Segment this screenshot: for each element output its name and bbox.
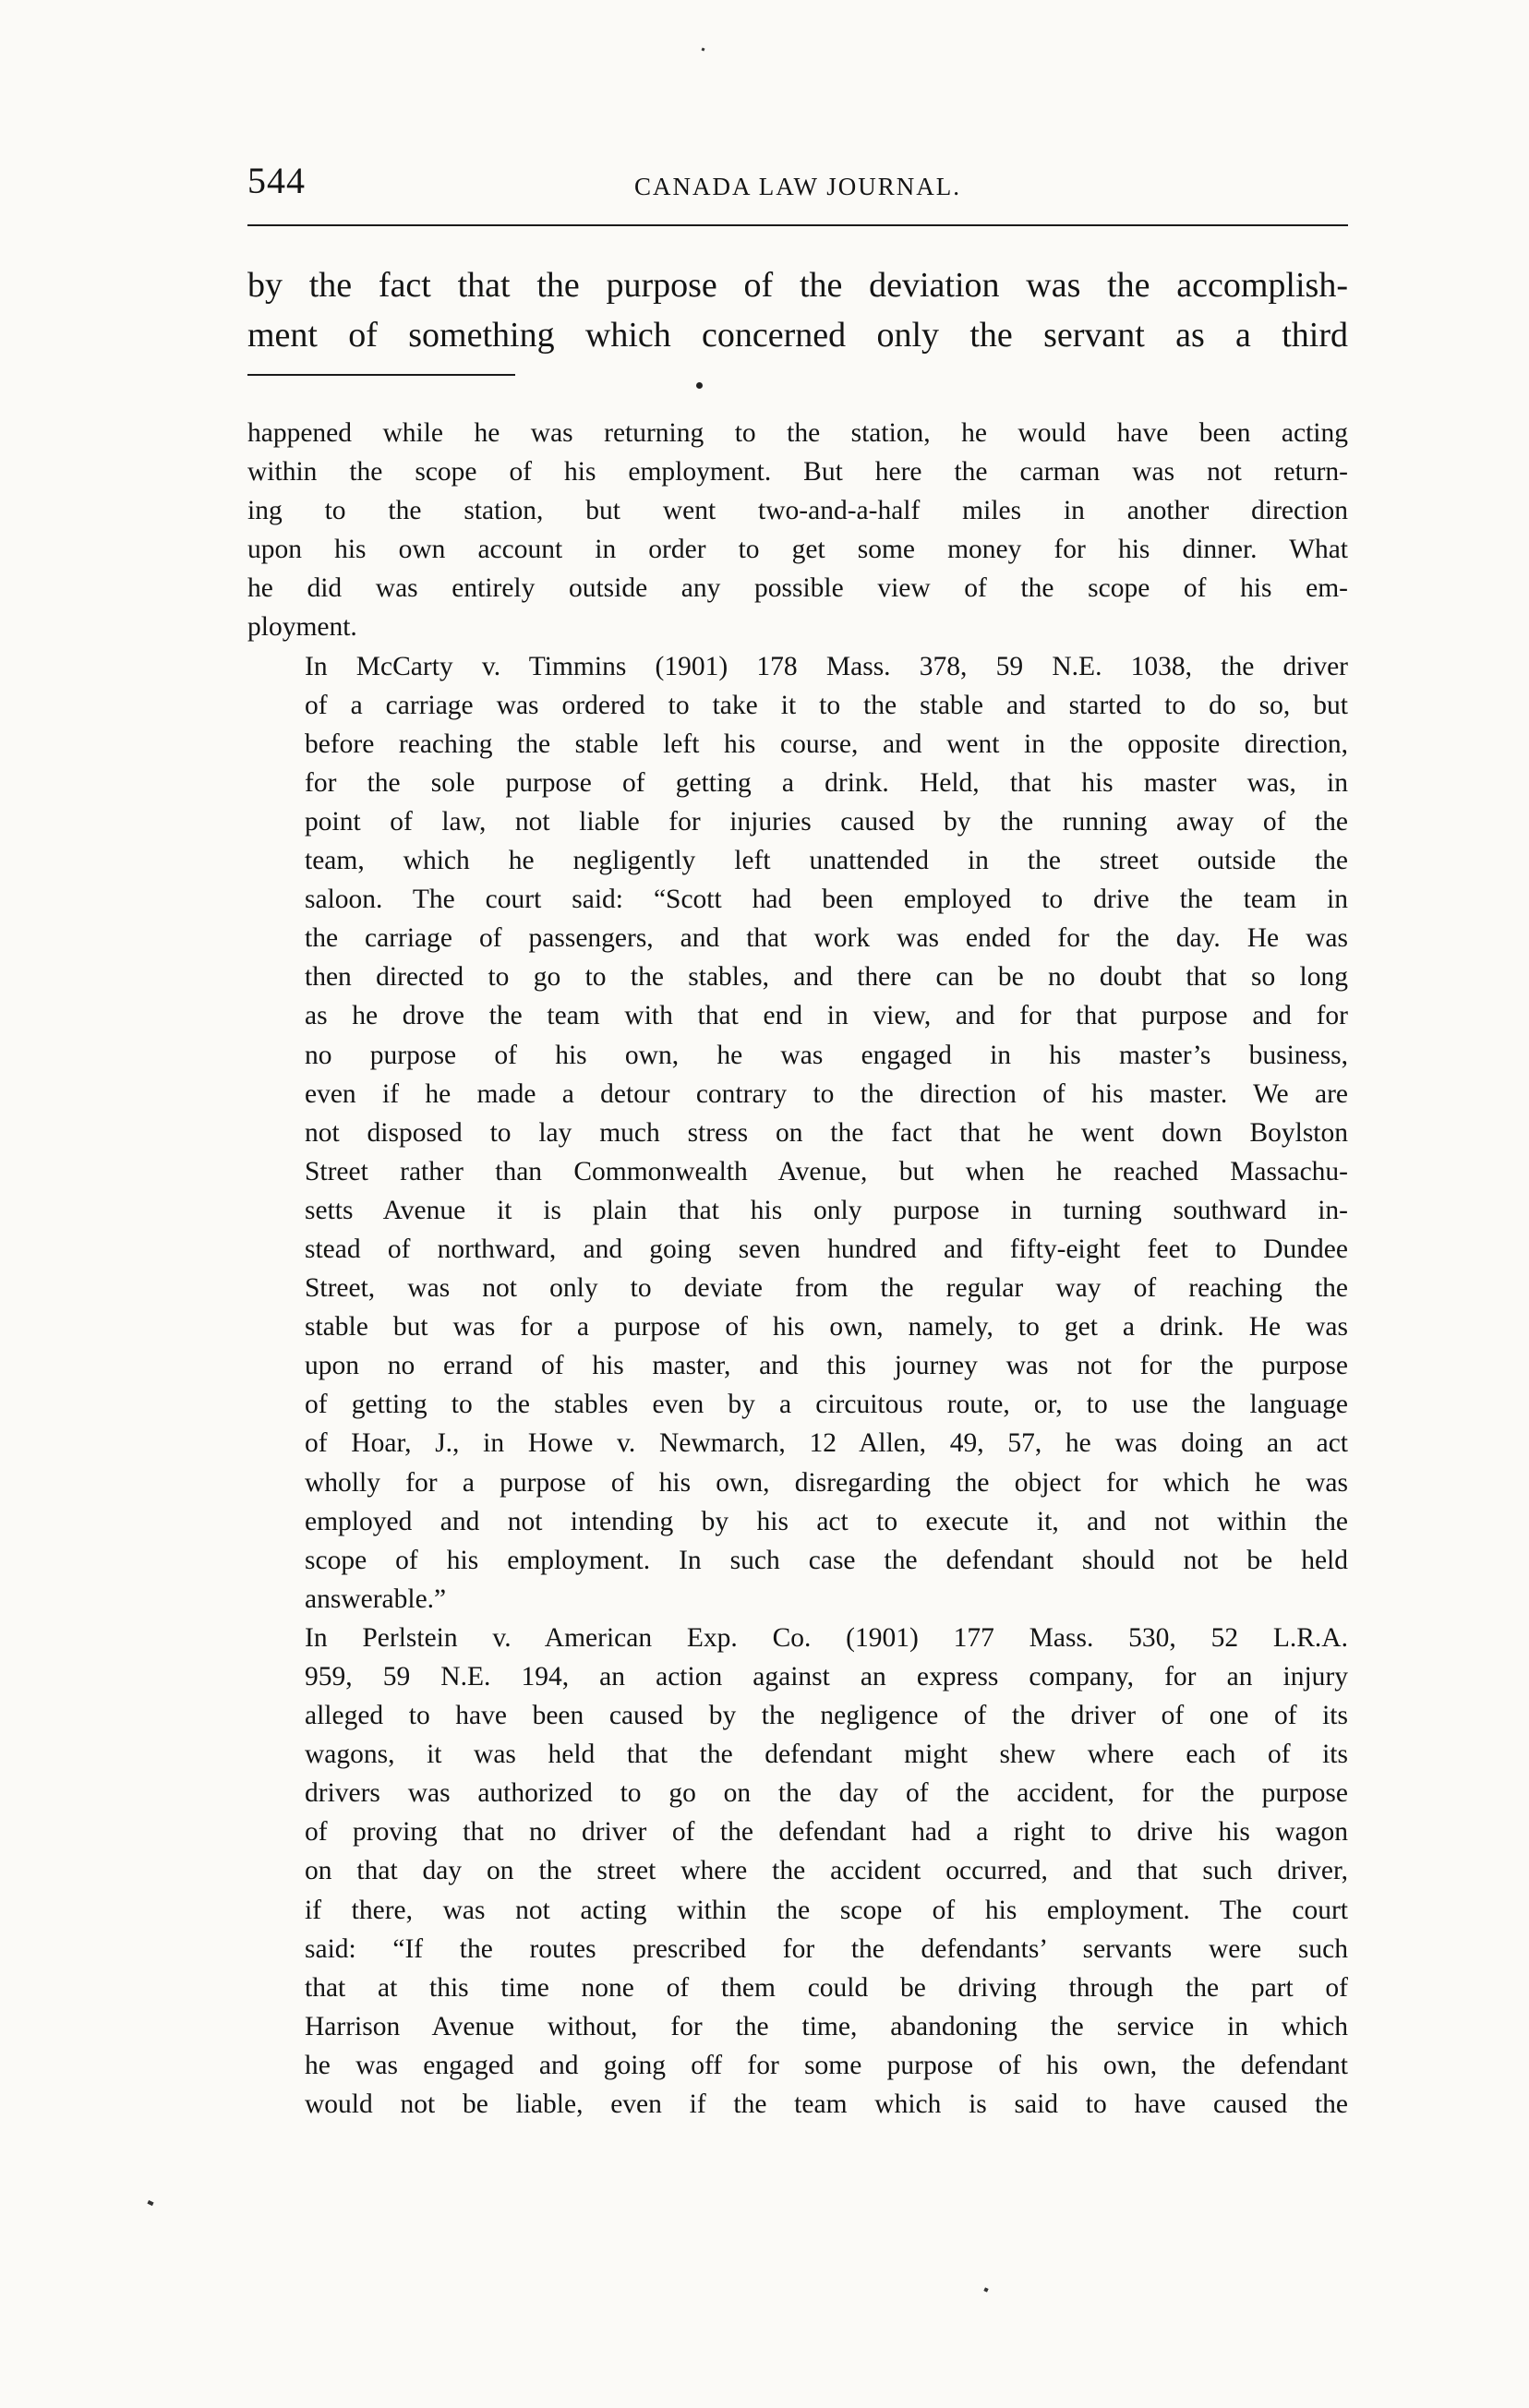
print-speck [696, 382, 703, 389]
footnote-line: scope of his employment. In such case the defendant should not be held [305, 1545, 1348, 1575]
header-rule [247, 224, 1348, 226]
footnote-line: ployment. [247, 612, 357, 643]
footnote-line: not disposed to lay much stress on the fact that he went down Boylston [305, 1117, 1348, 1148]
footnote-line: the carriage of passengers, and that work was ended for the day. He was [305, 923, 1348, 954]
main-text [247, 260, 1348, 360]
footnote-line: no purpose of his own, he was engaged in his master’s business, [305, 1040, 1348, 1070]
footnote-line: wagons, it was held that the defendant might shew where each of its [305, 1740, 1348, 1770]
footnote-rule [247, 374, 515, 376]
footnote-line: stead of northward, and going seven hundred and fifty-eight feet to Dundee [305, 1234, 1348, 1264]
footnote-line: 959, 59 N.E. 194, an action against an express company, for an injury [305, 1662, 1348, 1692]
footnote-line: on that day on the street where the accident occurred, and that such driver, [305, 1856, 1348, 1886]
footnote-line: said: “If the routes prescribed for the defendants’ servants were such [305, 1933, 1348, 1964]
footnote-line: he did was entirely outside any possible view of the scope of his em- [247, 573, 1348, 604]
footnote-line: as he drove the team with that end in view, and for that purpose and for [305, 1001, 1348, 1031]
footnote-line: upon no errand of his master, and this journey was not for the purpose [305, 1351, 1348, 1381]
footnote-line: alleged to have been caused by the negligence of the driver of one of its [305, 1701, 1348, 1731]
footnote-line: Street, was not only to deviate from the regular way of reaching the [305, 1273, 1348, 1304]
main-text-line: by the fact that the purpose of the deviation was the accomplish- [247, 266, 1348, 305]
footnote-line: ing to the station, but went two-and-a-half miles in another direction [247, 496, 1348, 526]
footnote-line: In McCarty v. Timmins (1901) 178 Mass. 378, 59 N.E. 1038, the driver [305, 651, 1348, 681]
footnote-line: saloon. The court said: “Scott had been employed to drive the team in [305, 885, 1348, 915]
footnote-line: happened while he was returning to the station, he would have been acting [247, 418, 1348, 448]
print-speck [147, 2200, 153, 2206]
footnote-line: stable but was for a purpose of his own, namely, to get a drink. He was [305, 1312, 1348, 1342]
footnote-line: then directed to go to the stables, and there can be no doubt that so long [305, 962, 1348, 993]
footnote-line: for the sole purpose of getting a drink. Held, that his master was, in [305, 767, 1348, 798]
footnote [247, 414, 1348, 2124]
footnote-line: employed and not intending by his act to execute it, and not within the [305, 1506, 1348, 1536]
footnote-paragraph [247, 647, 1348, 1619]
footnote-line: even if he made a detour contrary to the direction of his master. We are [305, 1078, 1348, 1109]
footnote-line: within the scope of his employment. But here the carman was not return- [247, 457, 1348, 488]
print-speck [702, 48, 705, 52]
footnote-line: of proving that no driver of the defendant had a right to drive his wagon [305, 1817, 1348, 1848]
footnote-line: point of law, not liable for injuries caused by the running away of the [305, 806, 1348, 837]
footnote-line: answerable.” [305, 1583, 447, 1614]
footnote-line: team, which he negligently left unattended in the street outside the [305, 846, 1348, 876]
page-number: 544 [247, 160, 306, 201]
footnote-line: of a carriage was ordered to take it to the stable and started to do so, but [305, 690, 1348, 720]
footnote-line: that at this time none of them could be driving through the part of [305, 1972, 1348, 2003]
footnote-line: would not be liable, even if the team which is said to have caused the [305, 2089, 1348, 2120]
main-text-line: ment of something which concerned only the servant as a third [247, 316, 1348, 355]
footnote-line: upon his own account in order to get some money for his dinner. What [247, 535, 1348, 565]
footnote-line: before reaching the stable left his course, and went in the opposite direction, [305, 728, 1348, 759]
print-speck [983, 2287, 988, 2292]
footnote-line: setts Avenue it is plain that his only purpose in turning southward in- [305, 1195, 1348, 1225]
footnote-paragraph [247, 1619, 1348, 2124]
footnote-paragraph [247, 414, 1348, 647]
footnote-line: drivers was authorized to go on the day of the accident, for the purpose [305, 1778, 1348, 1809]
footnote-line: if there, was not acting within the scope of his employment. The court [305, 1895, 1348, 1925]
page-header [247, 159, 1348, 214]
footnote-line: of getting to the stables even by a circuitous route, or, to use the language [305, 1390, 1348, 1420]
footnote-line: Harrison Avenue without, for the time, abandoning the service in which [305, 2011, 1348, 2041]
footnote-line: of Hoar, J., in Howe v. Newmarch, 12 Allen, 49, 57, he was doing an act [305, 1428, 1348, 1459]
footnote-line: wholly for a purpose of his own, disregarding the object for which he was [305, 1467, 1348, 1498]
footnote-line: Street rather than Commonwealth Avenue, but when he reached Massachu- [305, 1156, 1348, 1186]
running-head: CANADA LAW JOURNAL. [633, 173, 962, 200]
footnote-line: he was engaged and going off for some purpose of his own, the defendant [305, 2050, 1348, 2080]
footnote-line: In Perlstein v. American Exp. Co. (1901) 177 Mass. 530, 52 L.R.A. [305, 1622, 1348, 1653]
